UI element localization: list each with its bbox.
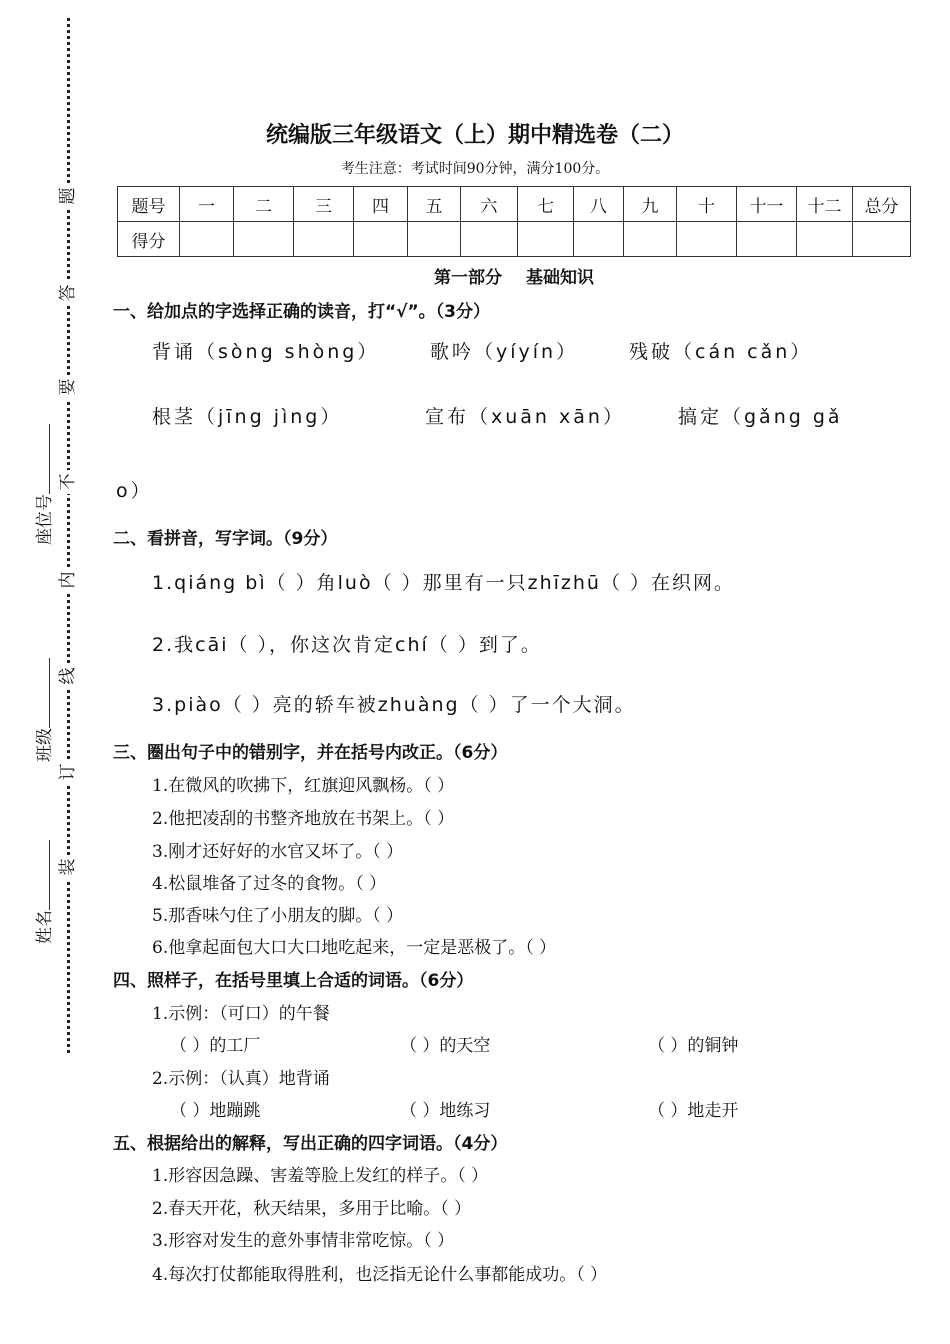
exam-notice: 考生注意：考试时间90分钟，满分100分。 (340, 161, 610, 177)
header-cell: 十二 (797, 187, 853, 222)
score-row-label: 得分 (118, 222, 180, 257)
margin-char: 题 (56, 184, 80, 208)
header-cell: 三 (294, 187, 354, 222)
class-label: 班级 (35, 728, 55, 762)
score-cell[interactable] (518, 222, 574, 257)
q5-title: 五、根据给出的解释，写出正确的四字词语。（4分） (113, 1134, 508, 1154)
q1-item-wrap: o） (116, 480, 153, 502)
header-cell: 二 (234, 187, 294, 222)
q1-title: 一、给加点的字选择正确的读音，打“√”。（3分） (113, 302, 491, 322)
score-cell[interactable] (677, 222, 737, 257)
header-cell: 九 (624, 187, 677, 222)
q3-item: 2.他把凌刮的书整齐地放在书架上。（ ） (152, 809, 455, 829)
score-cell[interactable] (461, 222, 518, 257)
header-cell: 十一 (737, 187, 797, 222)
header-cell: 题号 (118, 187, 180, 222)
score-cell[interactable] (234, 222, 294, 257)
q3-item: 4.松鼠堆备了过冬的食物。（ ） (152, 874, 387, 894)
margin-char: 内 (56, 568, 80, 592)
margin-char: 要 (56, 375, 80, 399)
part-one-title: 第一部分 基础知识 (434, 268, 594, 288)
score-table-header-row (118, 187, 911, 222)
score-cell[interactable] (354, 222, 408, 257)
q2-title: 二、看拼音，写字词。（9分） (113, 529, 338, 549)
q2-item: 1.qiáng bì（ ）角luò（ ）那里有一只zhīzhū（ ）在织网。 (152, 572, 736, 594)
q1-item: 搞定（gǎng gǎ (678, 406, 843, 428)
header-cell: 七 (518, 187, 574, 222)
score-cell[interactable] (737, 222, 797, 257)
margin-char: 装 (56, 855, 80, 879)
q5-item: 2.春天开花，秋天结果，多用于比喻。（ ） (152, 1199, 472, 1219)
q5-item: 4.每次打仗都能取得胜利，也泛指无论什么事都能成功。（ ） (152, 1265, 608, 1285)
q3-item: 3.刚才还好好的水官又坏了。（ ） (152, 842, 404, 862)
q1-item: 残破（cán cǎn） (629, 341, 813, 363)
score-cell[interactable] (797, 222, 853, 257)
margin-char: 订 (56, 760, 80, 784)
margin-char: 线 (56, 664, 80, 688)
margin-char: 不 (56, 470, 80, 494)
header-cell: 六 (461, 187, 518, 222)
q4-blank-item[interactable]: （ ）地练习 (400, 1101, 491, 1121)
q3-item: 6.他拿起面包大口大口地吃起来，一定是恶极了。（ ） (152, 938, 557, 958)
seat-number-field[interactable] (30, 424, 55, 545)
name-blank[interactable] (33, 840, 50, 910)
exam-title: 统编版三年级语文（上）期中精选卷（二） (265, 123, 684, 148)
q4-blank-item[interactable]: （ ）地蹦跳 (170, 1101, 261, 1121)
score-cell[interactable] (574, 222, 624, 257)
margin-char: 答 (56, 281, 80, 305)
header-cell: 总分 (853, 187, 911, 222)
q4-blank-item[interactable]: （ ）的工厂 (170, 1036, 261, 1056)
score-cell[interactable] (180, 222, 234, 257)
header-cell: 十 (677, 187, 737, 222)
q5-item: 3.形容对发生的意外事情非常吃惊。（ ） (152, 1231, 455, 1251)
class-field[interactable] (30, 658, 55, 762)
header-cell: 四 (354, 187, 408, 222)
q3-item: 1.在微风的吹拂下，红旗迎风飘杨。（ ） (152, 776, 455, 796)
header-cell: 八 (574, 187, 624, 222)
name-label: 姓名 (35, 910, 55, 944)
q1-item: 歌吟（yíyín） (430, 341, 579, 363)
score-cell[interactable] (853, 222, 911, 257)
q4-blank-item[interactable]: （ ）的天空 (400, 1036, 491, 1056)
class-blank[interactable] (33, 658, 50, 728)
q3-item: 5.那香味勺住了小朋友的脚。（ ） (152, 906, 404, 926)
seat-number-label: 座位号 (35, 494, 55, 545)
score-table (117, 186, 911, 257)
q4-blank-item[interactable]: （ ）地走开 (648, 1101, 739, 1121)
score-cell[interactable] (408, 222, 461, 257)
header-cell: 一 (180, 187, 234, 222)
name-field[interactable] (30, 840, 55, 944)
score-table-score-row (118, 222, 911, 257)
q4-example: 2.示例：（认真）地背诵 (152, 1069, 330, 1089)
q1-item: 宣布（xuān xān） (425, 406, 625, 428)
score-cell[interactable] (624, 222, 677, 257)
header-cell: 五 (408, 187, 461, 222)
score-cell[interactable] (294, 222, 354, 257)
q4-blank-item[interactable]: （ ）的铜钟 (648, 1036, 739, 1056)
q4-title: 四、照样子，在括号里填上合适的词语。（6分） (113, 971, 474, 991)
q3-title: 三、圈出句子中的错别字，并在括号内改正。（6分） (113, 743, 508, 763)
seat-number-blank[interactable] (33, 424, 50, 494)
q1-item: 根茎（jīng jìng） (152, 406, 343, 428)
q5-item: 1.形容因急躁、害羞等脸上发红的样子。（ ） (152, 1166, 489, 1186)
q4-example: 1.示例：（可口）的午餐 (152, 1004, 330, 1024)
q2-item: 2.我cāi（ ），你这次肯定chí（ ）到了。 (152, 634, 542, 656)
q2-item: 3.piào（ ）亮的轿车被zhuàng（ ）了一个大洞。 (152, 694, 636, 716)
q1-item: 背诵（sòng shòng） (152, 341, 380, 363)
